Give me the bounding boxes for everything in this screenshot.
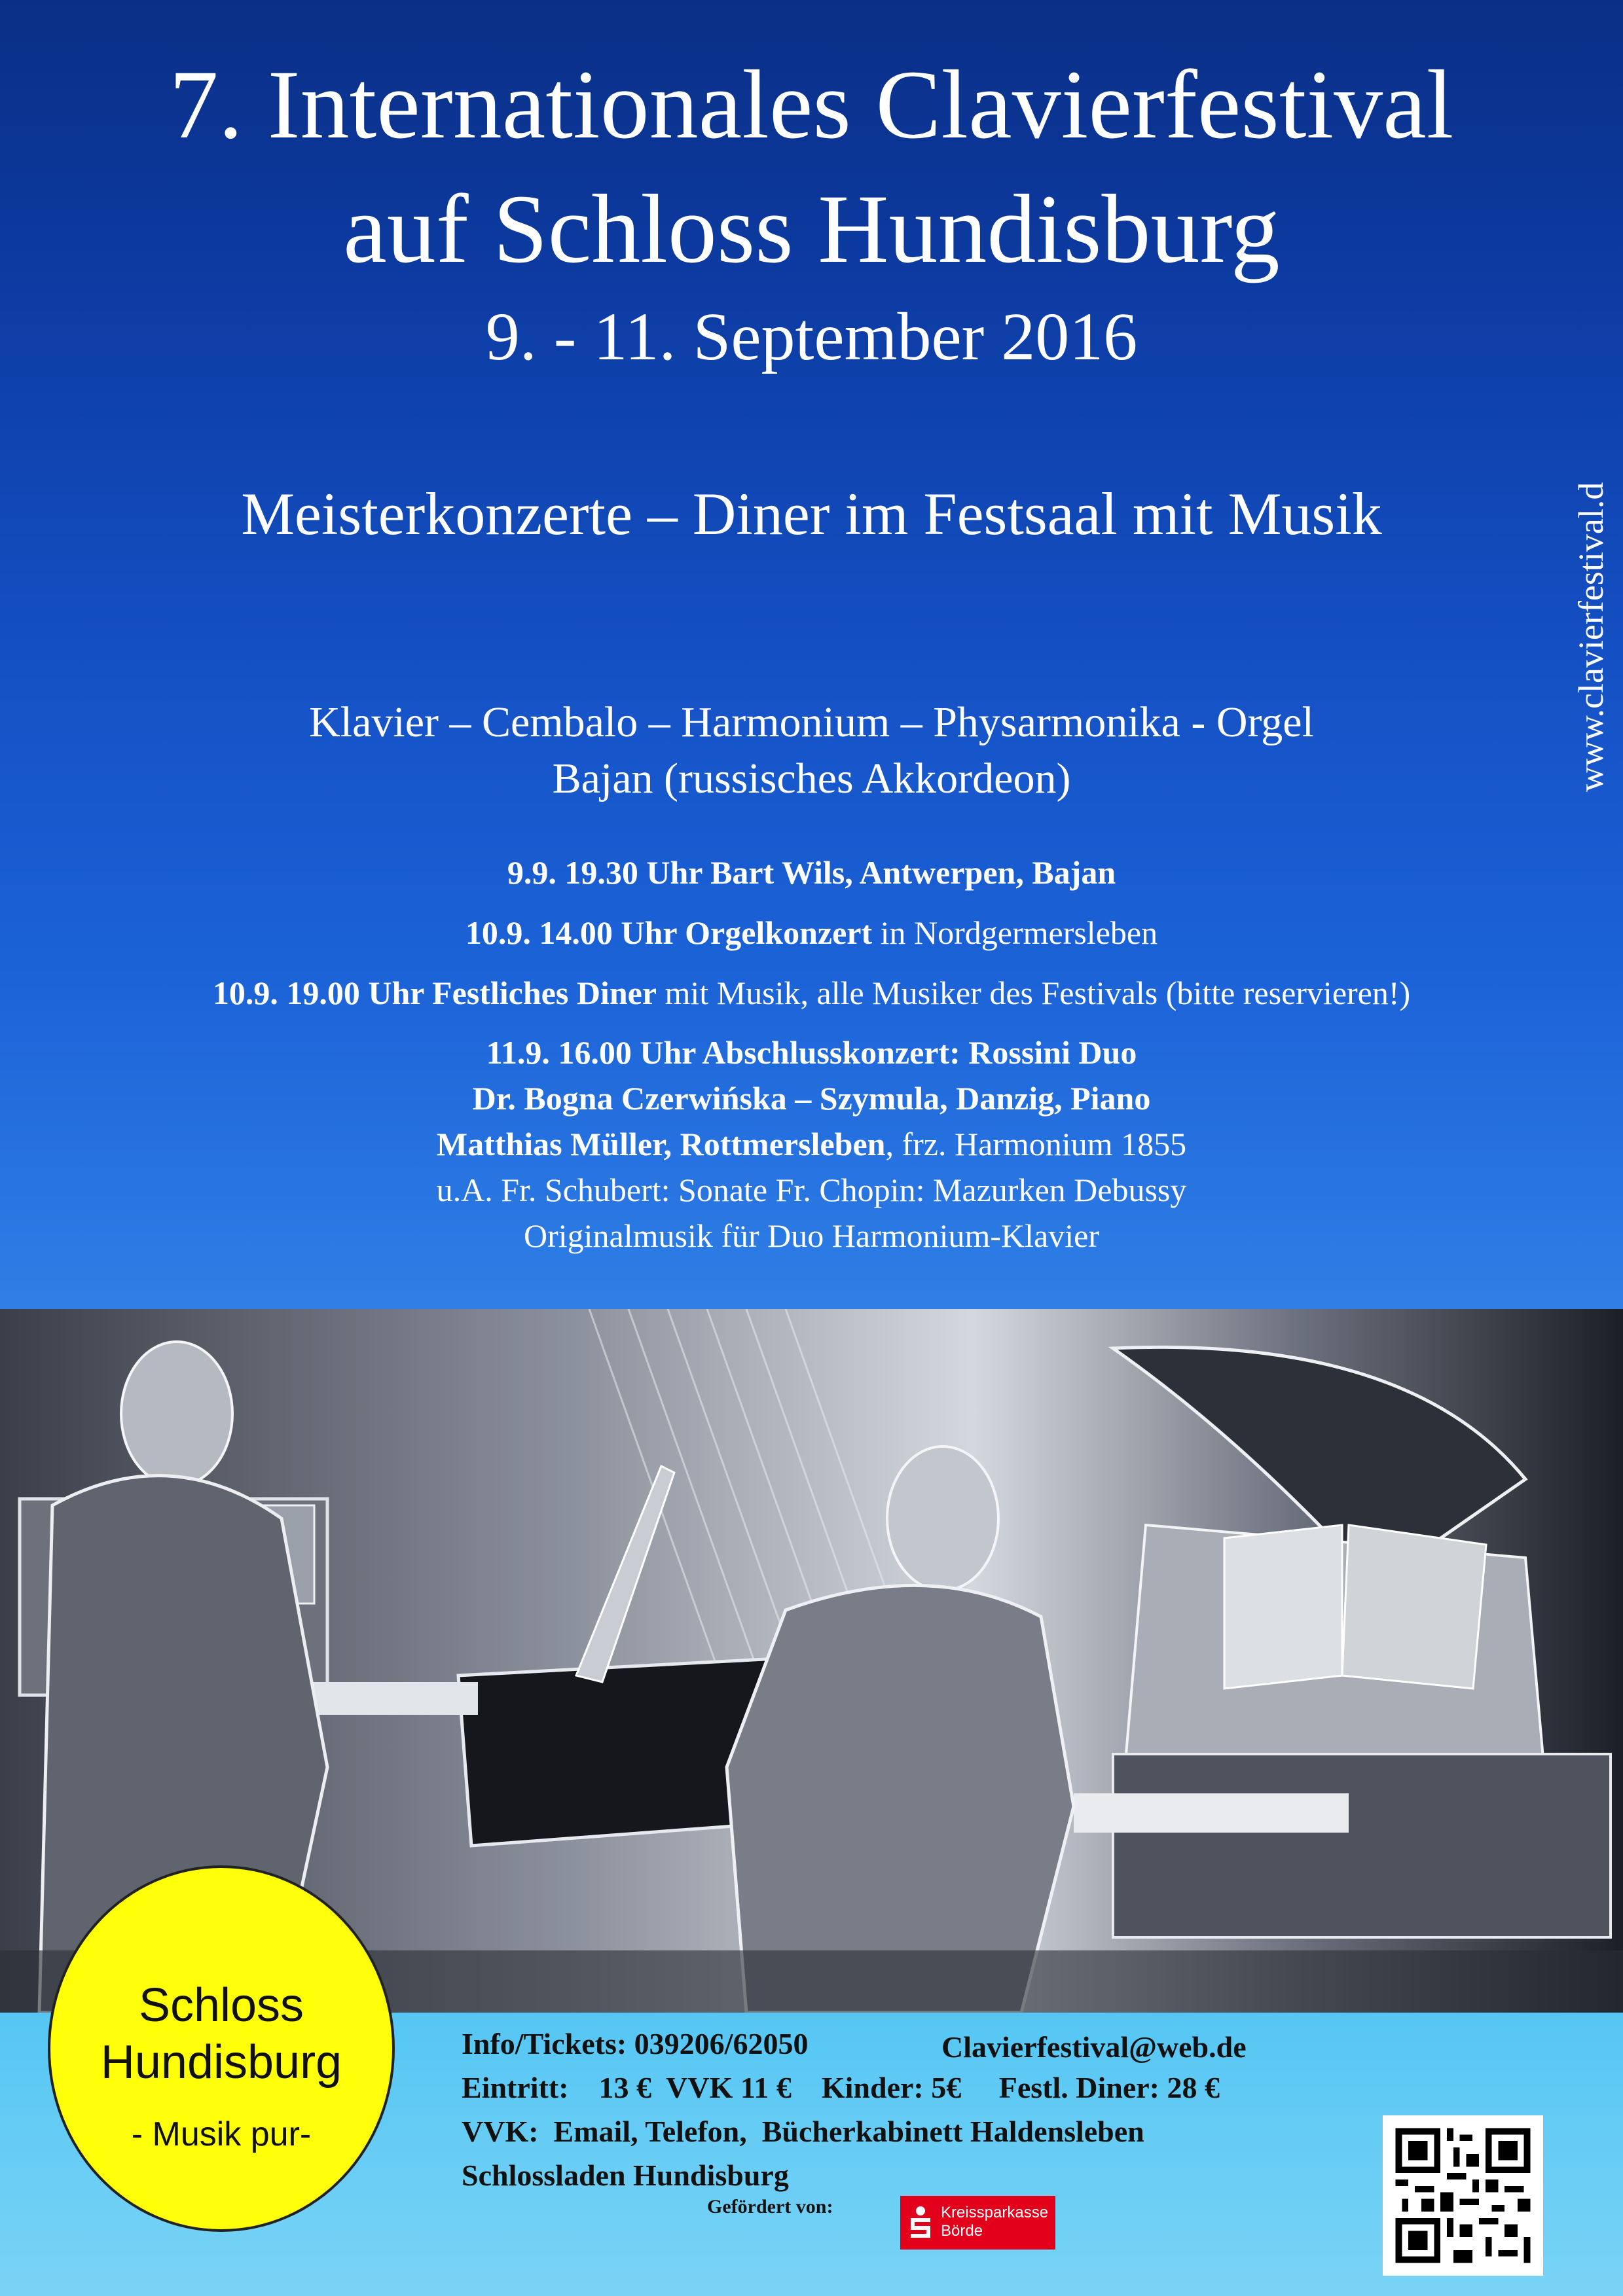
event-6-text: , frz. Harmonium 1855 [885,1126,1187,1162]
tickets-info: Info/Tickets: 039206/62050 [462,2027,809,2060]
event-3-bold: 10.9. 19.00 Uhr Festliches Diner [212,975,657,1011]
admission-prices: Eintritt: 13 € VVK 11 € Kinder: 5€ Festl. Diner: 28 € [462,2071,1220,2104]
event-5-bold: Dr. Bogna Czerwińska – Szymula, Danzig, Piano [472,1080,1151,1117]
contact-email[interactable]: Clavierfestival@web.de [941,2030,1247,2064]
event-8-text: Originalmusik für Duo Harmonium-Klavier [524,1217,1099,1254]
instruments-line-2: Bajan (russisches Akkordeon) [552,755,1071,802]
subtitle: Meisterkonzerte – Diner im Festsaal mit Musik [241,480,1382,547]
badge-slogan: - Musik pur- [131,2115,312,2153]
event-4 [0,1030,1623,1075]
event-2-text: in Nordgermersleben [872,914,1158,951]
supported-by-label: Gefördert von: [707,2196,833,2217]
event-1 [0,850,1623,895]
instruments-line-1: Klavier – Cembalo – Harmonium – Physarmonika - Orgel [309,698,1314,746]
event-2-bold: 10.9. 14.00 Uhr Orgelkonzert [465,914,873,951]
presale-info: VVK: Email, Telefon, Bücherkabinett Haldensleben [462,2115,1144,2148]
event-3-text: mit Musik, alle Musiker des Festivals (bitte reservieren!) [657,975,1411,1011]
event-6-bold: Matthias Müller, Rottmersleben [436,1126,886,1162]
sparkasse-icon [908,2205,933,2239]
event-1-bold: 9.9. 19.30 Uhr Bart Wils, Antwerpen, Bajan [507,854,1116,891]
event-3 [0,970,1623,1016]
badge-line-2: Hundisburg [100,2036,342,2089]
festival-dates: 9. - 11. September 2016 [485,299,1138,374]
event-6 [0,1121,1623,1167]
event-8 [0,1213,1623,1259]
schloss-hundisburg-badge [48,1865,395,2232]
event-7-text: u.A. Fr. Schubert: Sonate Fr. Chopin: Mazurken Debussy [436,1172,1187,1208]
shop-info: Schlossladen Hundisburg [462,2159,789,2192]
sponsor-name: Kreissparkasse Börde [941,2204,1049,2240]
event-4-bold: 11.9. 16.00 Uhr Abschlusskonzert: Rossini Duo [486,1034,1137,1071]
event-5 [0,1075,1623,1121]
sponsor-logo [900,2196,1055,2250]
badge-line-1: Schloss [138,1979,304,2032]
event-2 [0,910,1623,956]
title-line-2: auf Schloss Hundisburg [343,175,1280,283]
title-line-1: 7. Internationales Clavierfestival [169,50,1454,159]
event-7 [0,1167,1623,1213]
qr-code-graphic [1383,2115,1543,2276]
qr-code-icon[interactable] [1383,2115,1543,2276]
website-url[interactable]: www.clavierfestival.d [1571,482,1611,792]
